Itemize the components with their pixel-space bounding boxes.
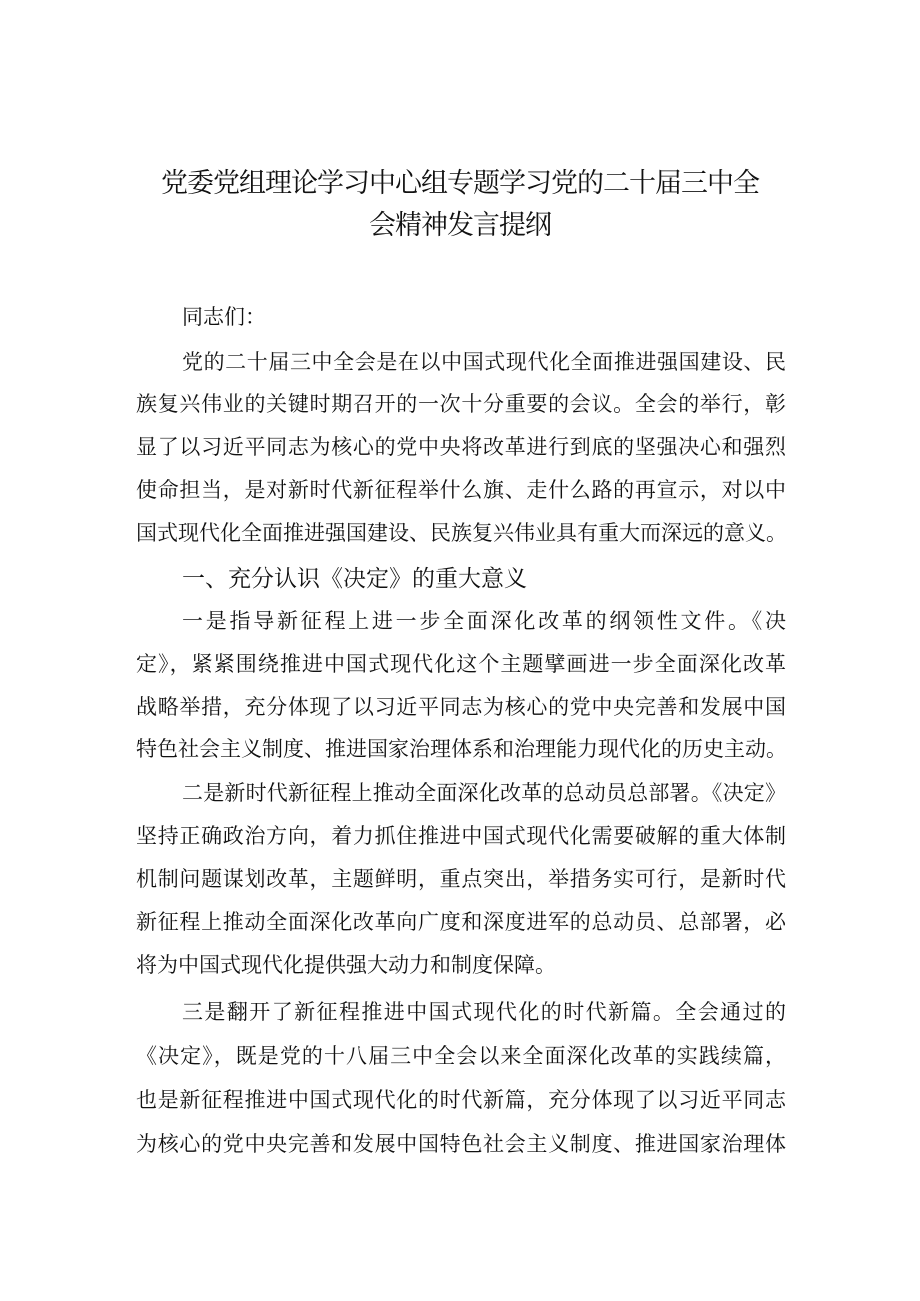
point-3-line-3: 也是新征程推进中国式现代化的时代新篇，充分体现了以习近平同志 — [136, 1088, 786, 1112]
point-3-line-2: 《决定》，既是党的十八届三中全会以来全面深化改革的实践续篇， — [136, 1044, 786, 1068]
point-2-line-1: 二是新时代新征程上推动全面深化改革的总动员总部署。《决定》 — [182, 781, 786, 805]
intro-line-4: 使命担当，是对新时代新征程举什么旗、走什么路的再宣示，对以中 — [136, 478, 786, 502]
point-3-line-1: 三是翻开了新征程推进中国式现代化的时代新篇。全会通过的 — [182, 1000, 786, 1024]
intro-line-3: 显了以习近平同志为核心的党中央将改革进行到底的坚强决心和强烈 — [136, 435, 786, 459]
intro-line-1: 党的二十届三中全会是在以中国式现代化全面推进强国建设、民 — [182, 350, 786, 374]
document-title-line-2: 会精神发言提纲 — [369, 210, 551, 241]
point-1-line-3: 战略举措，充分体现了以习近平同志为核心的党中央完善和发展中国 — [136, 695, 786, 719]
point-2-line-4: 新征程上推动全面深化改革向广度和深度进军的总动员、总部署，必 — [136, 910, 786, 934]
point-1-line-4: 特色社会主义制度、推进国家治理体系和治理能力现代化的历史主动。 — [136, 737, 787, 761]
point-2-line-3: 机制问题谋划改革，主题鲜明，重点突出，举措务实可行，是新时代 — [136, 867, 786, 891]
point-3-line-4: 为核心的党中央完善和发展中国特色社会主义制度、推进国家治理体 — [136, 1132, 786, 1156]
point-1-line-1: 一是指导新征程上进一步全面深化改革的纲领性文件。《决 — [182, 609, 786, 633]
section-heading: 一、充分认识《决定》的重大意义 — [182, 566, 527, 592]
point-2-line-2: 坚持正确政治方向，着力抓住推进中国式现代化需要破解的重大体制 — [136, 824, 786, 848]
point-2-line-5: 将为中国式现代化提供强大动力和制度保障。 — [136, 953, 556, 977]
intro-line-2: 族复兴伟业的关键时期召开的一次十分重要的会议。全会的举行，彰 — [136, 392, 786, 416]
intro-line-5: 国式现代化全面推进强国建设、民族复兴伟业具有重大而深远的意义。 — [136, 521, 787, 545]
document-title-line-1: 党委党组理论学习中心组专题学习党的二十届三中全 — [161, 168, 759, 199]
greeting: 同志们： — [182, 305, 266, 329]
point-1-line-2: 定》，紧紧围绕推进中国式现代化这个主题擘画进一步全面深化改革 — [136, 652, 786, 676]
